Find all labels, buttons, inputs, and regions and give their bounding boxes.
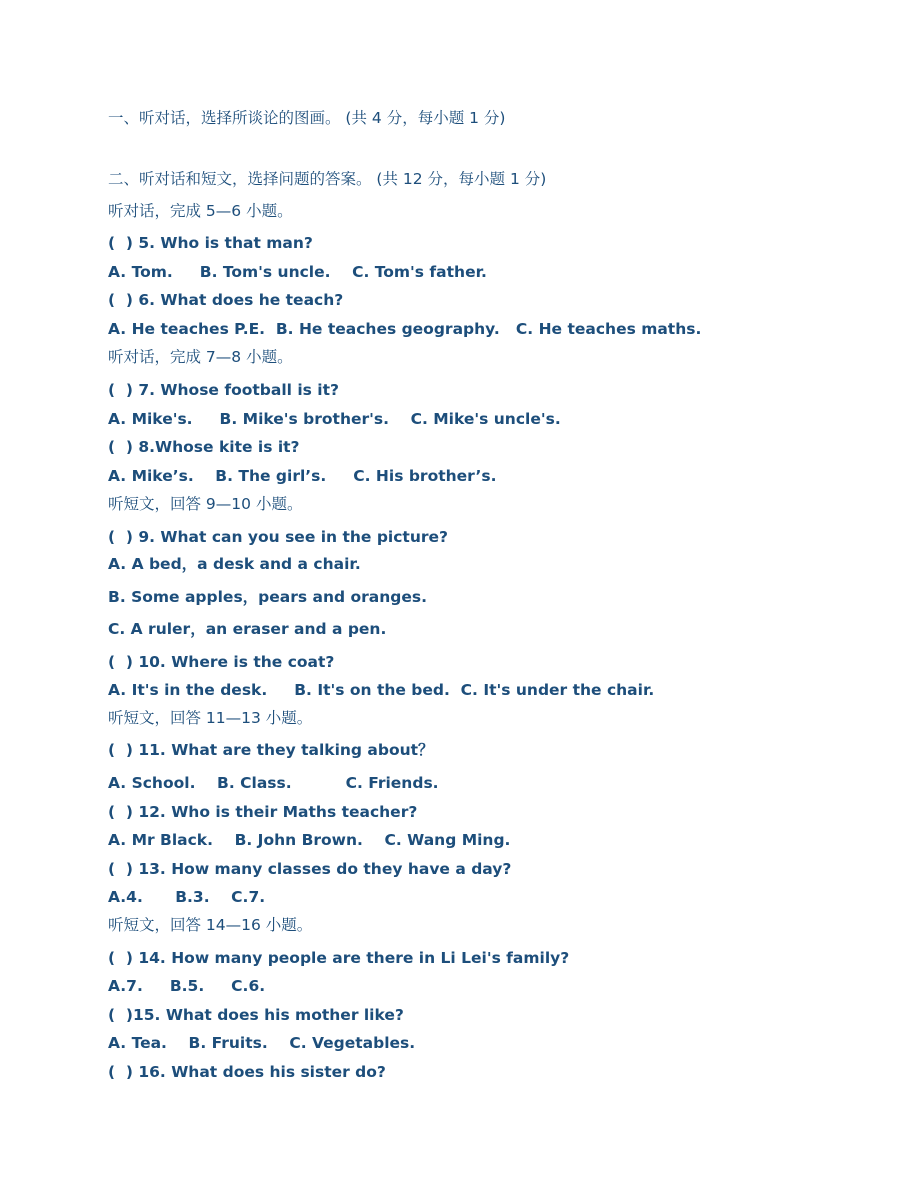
question-14: ( ) 14. How many people are there in Li Lei's family?: [108, 949, 570, 967]
options-12: A. Mr Black. B. John Brown. C. Wang Ming.: [108, 831, 511, 849]
options-6: A. He teaches P.E. B. He teaches geography. C. He teaches maths.: [108, 320, 702, 338]
option-9c: C. A ruler，an eraser and a pen.: [108, 620, 387, 638]
question-8: ( ) 8.Whose kite is it?: [108, 438, 300, 456]
options-8: A. Mike’s. B. The girl’s. C. His brother’s.: [108, 467, 497, 485]
options-13: A.4. B.3. C.7.: [108, 888, 266, 906]
instruction-14-16: 听短文，回答 14—16 小题。: [108, 916, 313, 934]
question-12: ( ) 12. Who is their Maths teacher?: [108, 803, 418, 821]
question-9: ( ) 9. What can you see in the picture?: [108, 528, 449, 546]
options-11: A. School. B. Class. C. Friends.: [108, 774, 439, 792]
instruction-9-10: 听短文，回答 9—10 小题。: [108, 495, 303, 513]
options-5: A. Tom. B. Tom's uncle. C. Tom's father.: [108, 263, 487, 281]
instruction-5-6: 听对话，完成 5—6 小题。: [108, 202, 293, 220]
question-13: ( ) 13. How many classes do they have a day?: [108, 860, 512, 878]
question-11: ( ) 11. What are they talking about？: [108, 741, 434, 759]
section-2-heading: 二、听对话和短文，选择问题的答案。 (共 12 分，每小题 1 分): [108, 170, 547, 188]
option-9a: A. A bed，a desk and a chair.: [108, 555, 361, 573]
options-7: A. Mike's. B. Mike's brother's. C. Mike's uncle's.: [108, 410, 561, 428]
section-1-heading: 一、听对话，选择所谈论的图画。 (共 4 分，每小题 1 分): [108, 109, 506, 127]
instruction-7-8: 听对话，完成 7—8 小题。: [108, 348, 293, 366]
options-10: A. It's in the desk. B. It's on the bed. C. It's under the chair.: [108, 681, 655, 699]
question-10: ( ) 10. Where is the coat?: [108, 653, 335, 671]
question-16: ( ) 16. What does his sister do?: [108, 1063, 386, 1081]
question-15: ( )15. What does his mother like?: [108, 1006, 404, 1024]
question-5: ( ) 5. Who is that man?: [108, 234, 313, 252]
options-14: A.7. B.5. C.6.: [108, 977, 266, 995]
question-7: ( ) 7. Whose football is it?: [108, 381, 340, 399]
question-6: ( ) 6. What does he teach?: [108, 291, 344, 309]
instruction-11-13: 听短文，回答 11—13 小题。: [108, 709, 313, 727]
options-15: A. Tea. B. Fruits. C. Vegetables.: [108, 1034, 416, 1052]
option-9b: B. Some apples，pears and oranges.: [108, 588, 427, 606]
